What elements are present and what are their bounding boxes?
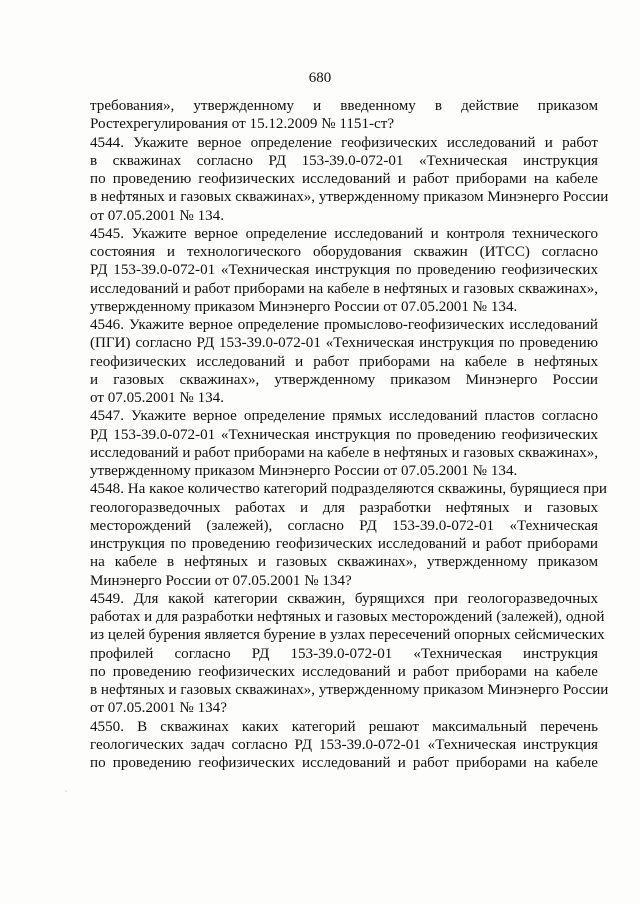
text-line: 4544. Укажите верное определение геофизических исследований и работ xyxy=(90,134,598,151)
text-line: 4545. Укажите верное определение исследований и контроля технического xyxy=(90,225,598,242)
text-line: 4547. Укажите верное определение прямых исследований пластов согласно xyxy=(90,408,598,425)
text-line: Минэнерго России от 07.05.2001 № 134? xyxy=(90,572,352,589)
text-line: инструкция по проведению геофизических исследований и работ приборами xyxy=(90,536,598,552)
text-line: исследований и работ приборами на кабеле в нефтяных и газовых скважинах», xyxy=(90,280,599,297)
text-line: 4546. Укажите верное определение промыслово-геофизических исследований xyxy=(90,317,598,333)
text-line: РД 153-39.0-072-01 «Техническая инструкция по проведению геофизических xyxy=(90,426,598,443)
text-line: 4548. На какое количество категорий подразделяются скважины, бурящиеся при xyxy=(90,481,607,498)
scan-artifact: ˙ xyxy=(64,790,68,799)
text-line: геологоразведочных работах и для разработки нефтяных и газовых xyxy=(90,499,598,516)
text-line: 4549. Для какой категории скважин, бурящихся при геологоразведочных xyxy=(90,590,598,607)
text-line: требования», утвержденному и введенному в действие приказом xyxy=(90,98,598,114)
text-line: геологических задач согласно РД 153-39.0-072-01 «Техническая инструкция xyxy=(90,736,598,753)
text-line: состояния и технологического оборудования скважин (ИТСС) согласно xyxy=(90,244,598,260)
body-text xyxy=(90,97,609,772)
text-line: утвержденному приказом Минэнерго России от 07.05.2001 № 134. xyxy=(90,298,518,315)
text-line: на кабеле в нефтяных и газовых скважинах», утвержденному приказом xyxy=(90,554,598,571)
text-line: от 07.05.2001 № 134. xyxy=(90,390,225,406)
text-line: из целей бурения является бурение в узлах пересечений опорных сейсмических xyxy=(90,627,605,644)
text-line: от 07.05.2001 № 134. xyxy=(90,207,225,224)
text-line: в нефтяных и газовых скважинах», утвержденному приказом Минэнерго России xyxy=(90,189,609,206)
page-number: 680 xyxy=(308,70,332,86)
text-line: утвержденному приказом Минэнерго России от 07.05.2001 № 134. xyxy=(90,463,518,479)
text-line: по проведению геофизических исследований и работ приборами на кабеле xyxy=(90,755,598,771)
text-line: работах и для разработки нефтяных и газовых месторождений (залежей), одной xyxy=(90,609,605,625)
text-line: в нефтяных и газовых скважинах», утвержденному приказом Минэнерго России xyxy=(90,682,609,698)
text-line: профилей согласно РД 153-39.0-072-01 «Техническая инструкция xyxy=(90,645,598,662)
text-line: месторождений (залежей), согласно РД 153-39.0-072-01 «Техническая xyxy=(90,517,598,534)
text-line: Ростехрегулирования от 15.12.2009 № 1151-ст? xyxy=(90,116,395,133)
text-line: в скважинах согласно РД 153-39.0-072-01 «Техническая инструкция xyxy=(90,152,598,169)
text-line: исследований и работ приборами на кабеле в нефтяных и газовых скважинах», xyxy=(90,444,599,461)
text-line: 4550. В скважинах каких категорий решают максимальный перечень xyxy=(90,718,598,735)
text-line: и газовых скважинах», утвержденному приказом Минэнерго России xyxy=(90,371,598,388)
text-line: (ПГИ) согласно РД 153-39.0-072-01 «Техническая инструкция по проведению xyxy=(90,335,598,352)
text-line: от 07.05.2001 № 134? xyxy=(90,700,227,717)
text-line: РД 153-39.0-072-01 «Техническая инструкция по проведению геофизических xyxy=(90,262,598,279)
text-line: по проведению геофизических исследований и работ приборами на кабеле xyxy=(90,171,598,187)
text-line: по проведению геофизических исследований и работ приборами на кабеле xyxy=(90,663,598,680)
text-line: геофизических исследований и работ приборами на кабеле в нефтяных xyxy=(90,353,598,370)
